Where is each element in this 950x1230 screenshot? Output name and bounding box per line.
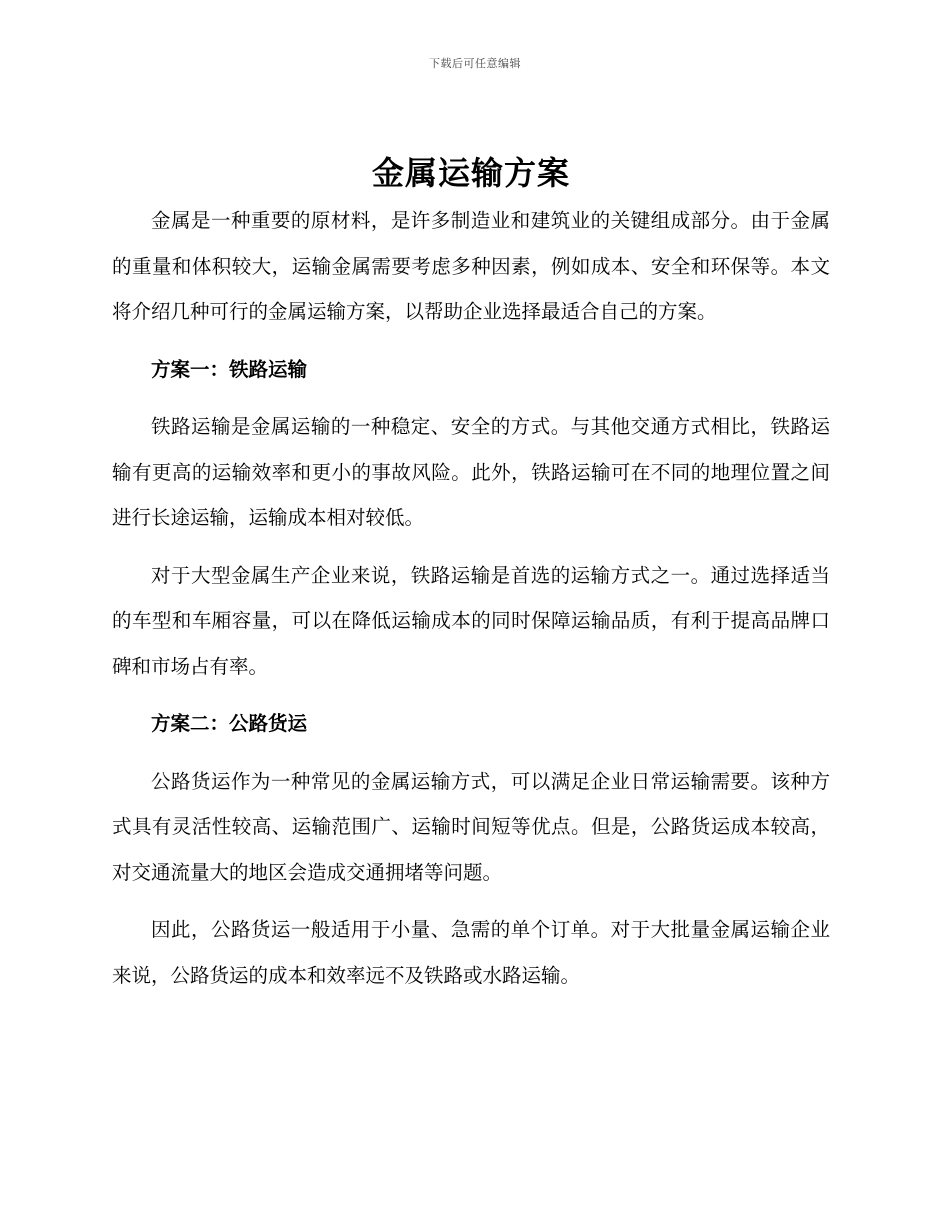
intro-paragraph: 金属是一种重要的原材料，是许多制造业和建筑业的关键组成部分。由于金属的重量和体积较大，运输金属需要考虑多种因素，例如成本、安全和环保等。本文将介绍几种可行的金属运输方案，以帮助企业选择最适合自己的方案。 [112, 209, 830, 323]
section-heading-road: 方案二：公路货运 [151, 712, 308, 735]
header-note: 下载后可任意编辑 [429, 57, 521, 70]
section-heading-rail: 方案一：铁路运输 [151, 357, 308, 381]
road-paragraph-1: 公路货运作为一种常见的金属运输方式，可以满足企业日常运输需要。该种方式具有灵活性较高、运输范围广、运输时间短等优点。但是，公路货运成本较高，对交通流量大的地区会造成交通拥堵等问题。 [112, 769, 830, 884]
rail-paragraph-1: 铁路运输是金属运输的一种稳定、安全的方式。与其他交通方式相比，铁路运输有更高的运输效率和更小的事故风险。此外，铁路运输可在不同的地理位置之间进行长途运输，运输成本相对较低。 [112, 415, 830, 529]
document-title: 金属运输方案 [371, 154, 570, 192]
road-paragraph-2: 因此，公路货运一般适用于小量、急需的单个订单。对于大批量金属运输企业来说，公路货运的成本和效率远不及铁路或水路运输。 [112, 918, 830, 987]
document-body [112, 148, 830, 998]
rail-paragraph-2: 对于大型金属生产企业来说，铁路运输是首选的运输方式之一。通过选择适当的车型和车厢容量，可以在降低运输成本的同时保障运输品质，有利于提高品牌口碑和市场占有率。 [112, 563, 830, 678]
